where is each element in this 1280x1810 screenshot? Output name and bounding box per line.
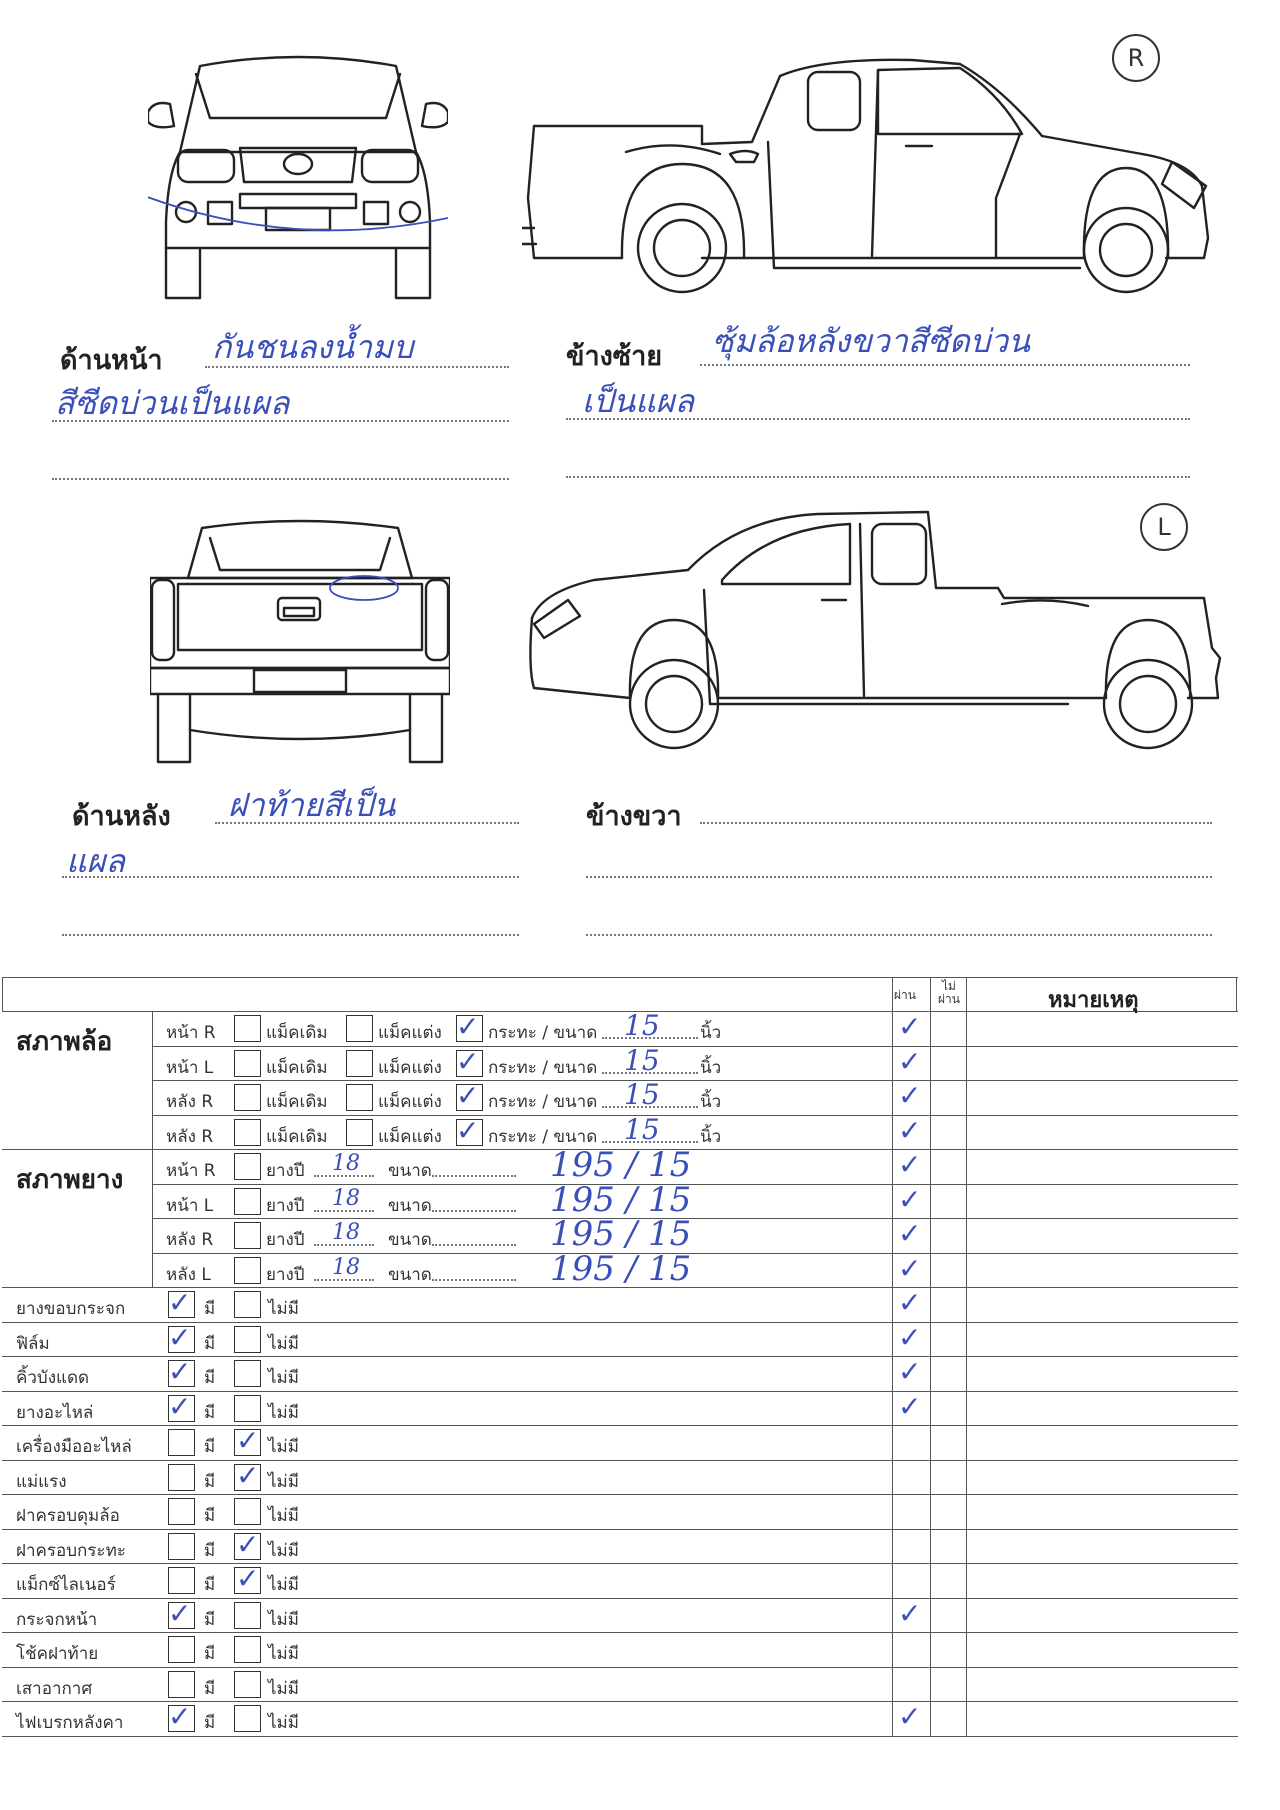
wheel-position: หน้า R xyxy=(166,1023,216,1043)
right-side-label: ข้างขวา xyxy=(586,801,682,832)
item-no-checkbox[interactable] xyxy=(234,1705,261,1732)
tire-checkbox[interactable] xyxy=(234,1153,261,1180)
wheel-unit-label: นิ้ว xyxy=(700,1126,722,1147)
tire-position: หลัง L xyxy=(166,1264,211,1285)
no-label: ไม่มี xyxy=(268,1713,299,1733)
pass-check-mark: ✓ xyxy=(898,1079,922,1112)
pass-check-mark: ✓ xyxy=(898,1251,922,1285)
steel-check-mark: ✓ xyxy=(456,1113,480,1147)
yes-label: มี xyxy=(204,1299,216,1319)
wheel-option-label: กระทะ / ขนาด xyxy=(488,1126,598,1147)
pass-check-mark: ✓ xyxy=(898,1320,922,1354)
no-label: ไม่มี xyxy=(268,1575,299,1595)
row-border xyxy=(152,1253,1238,1254)
pass-check-mark: ✓ xyxy=(898,1217,922,1250)
item-no-checkbox[interactable] xyxy=(234,1602,261,1629)
no-label: ไม่มี xyxy=(268,1333,299,1354)
wheel-option-label: แม็คแต่ง xyxy=(378,1057,442,1078)
item-name: กระจกหน้า xyxy=(16,1609,98,1630)
tire-size-value: 195 / 15 xyxy=(550,1214,692,1254)
wheel-original-mag-checkbox[interactable] xyxy=(234,1015,261,1042)
item-no-checkbox[interactable] xyxy=(234,1498,261,1525)
row-border xyxy=(2,1632,1238,1633)
tire-size-label: ขนาด xyxy=(388,1264,432,1285)
yes-check-mark: ✓ xyxy=(168,1286,192,1319)
pos-col-border xyxy=(152,1011,153,1287)
tire-size-label: ขนาด xyxy=(388,1195,432,1216)
item-no-checkbox[interactable] xyxy=(234,1636,261,1663)
yes-label: มี xyxy=(204,1402,216,1423)
wheel-option-label: กระทะ / ขนาด xyxy=(488,1092,598,1112)
yes-label: มี xyxy=(204,1333,216,1354)
table-right-border xyxy=(1236,977,1237,1011)
size-dotted-line xyxy=(432,1210,516,1212)
yes-label: มี xyxy=(204,1609,216,1630)
item-name: คิ้วบังแดด xyxy=(16,1368,90,1388)
wheel-option-label: แม็คแต่ง xyxy=(378,1092,442,1112)
wheel-original-mag-checkbox[interactable] xyxy=(234,1119,261,1146)
wheel-option-label: แม็คเดิม xyxy=(266,1092,328,1112)
right-line-2 xyxy=(586,876,1212,878)
tire-section-title: สภาพยาง xyxy=(16,1165,124,1195)
no-label: ไม่มี xyxy=(268,1506,299,1526)
yes-check-mark: ✓ xyxy=(168,1320,192,1354)
tire-year-value: 18 xyxy=(332,1185,360,1211)
item-no-checkbox[interactable] xyxy=(234,1671,261,1698)
marker-right: R xyxy=(1112,34,1160,82)
remark-col-border xyxy=(966,977,967,1736)
no-label: ไม่มี xyxy=(268,1437,299,1457)
rear-label: ด้านหลัง xyxy=(72,801,171,832)
tire-size-label: ขนาด xyxy=(388,1230,432,1250)
yes-label: มี xyxy=(204,1678,216,1699)
no-label: ไม่มี xyxy=(268,1368,299,1388)
wheel-custom-mag-checkbox[interactable] xyxy=(346,1015,373,1042)
yes-check-mark: ✓ xyxy=(168,1389,192,1423)
header-fail: ไม่ผ่าน xyxy=(938,979,960,1006)
wheel-unit-label: นิ้ว xyxy=(700,1057,722,1078)
item-name: ยางขอบกระจก xyxy=(16,1299,126,1319)
yes-label: มี xyxy=(204,1437,216,1457)
row-border xyxy=(2,1425,1238,1426)
wheel-option-label: แม็คเดิม xyxy=(266,1023,328,1043)
pass-col-border xyxy=(892,977,893,1736)
wheel-original-mag-checkbox[interactable] xyxy=(234,1084,261,1111)
tire-position: หน้า L xyxy=(166,1195,214,1216)
item-name: ยางอะไหล่ xyxy=(16,1402,94,1423)
inspection-table xyxy=(2,977,1238,1757)
tire-size-label: ขนาด xyxy=(388,1161,432,1181)
tire-year-label: ยางปี xyxy=(266,1161,305,1181)
no-label: ไม่มี xyxy=(268,1678,299,1699)
yes-label: มี xyxy=(204,1368,216,1388)
item-no-checkbox[interactable] xyxy=(234,1291,261,1318)
row-border xyxy=(152,1184,1238,1185)
wheel-size-value: 15 xyxy=(624,1112,660,1146)
tire-size-value: 195 / 15 xyxy=(550,1179,692,1220)
no-check-mark: ✓ xyxy=(236,1562,260,1595)
wheel-position: หลัง R xyxy=(166,1126,214,1147)
tire-year-label: ยางปี xyxy=(266,1264,305,1285)
steel-check-mark: ✓ xyxy=(456,1044,480,1078)
tire-position: หลัง R xyxy=(166,1230,214,1250)
wheel-position: หน้า L xyxy=(166,1057,214,1078)
rear-note-2: แผล xyxy=(66,842,125,880)
row-border xyxy=(2,1563,1238,1564)
wheel-option-label: แม็คแต่ง xyxy=(378,1126,442,1147)
wheel-original-mag-checkbox[interactable] xyxy=(234,1050,261,1077)
item-yes-checkbox[interactable] xyxy=(168,1533,195,1560)
item-name: ฝาครอบดุมล้อ xyxy=(16,1506,120,1526)
wheel-custom-mag-checkbox[interactable] xyxy=(346,1050,373,1077)
wheel-option-label: แม็คเดิม xyxy=(266,1126,328,1147)
item-no-checkbox[interactable] xyxy=(234,1395,261,1422)
wheel-section-title: สภาพล้อ xyxy=(16,1027,113,1057)
item-name: โช้คฝาท้าย xyxy=(16,1644,99,1664)
pass-check-mark: ✓ xyxy=(898,1355,922,1388)
left-side-view-drawing xyxy=(522,58,1210,300)
no-check-mark: ✓ xyxy=(236,1458,260,1492)
fail-col-border xyxy=(930,977,931,1736)
tire-year-label: ยางปี xyxy=(266,1230,305,1250)
item-yes-checkbox[interactable] xyxy=(168,1464,195,1491)
table-top-border xyxy=(2,977,1238,978)
item-no-checkbox[interactable] xyxy=(234,1326,261,1353)
rear-line-3 xyxy=(62,934,519,936)
pass-check-mark: ✓ xyxy=(898,1148,922,1181)
no-check-mark: ✓ xyxy=(236,1527,260,1561)
wheel-unit-label: นิ้ว xyxy=(700,1023,722,1043)
front-label: ด้านหน้า xyxy=(60,345,163,376)
row-border xyxy=(152,1218,1238,1219)
pass-check-mark: ✓ xyxy=(898,1113,922,1147)
table-left-border xyxy=(2,977,3,1011)
header-remark: หมายเหตุ xyxy=(1048,988,1139,1013)
row-border xyxy=(2,1460,1238,1461)
no-label: ไม่มี xyxy=(268,1299,299,1319)
item-name: แม่แรง xyxy=(16,1471,67,1492)
front-note-2: สีซีดบ่วนเป็นแผล xyxy=(55,384,290,422)
pass-check-mark: ✓ xyxy=(898,1700,922,1733)
size-dotted-line xyxy=(432,1279,516,1281)
header-pass: ผ่าน xyxy=(894,988,916,1002)
row-border xyxy=(2,1494,1238,1495)
no-check-mark: ✓ xyxy=(236,1424,260,1457)
tire-size-value: 195 / 15 xyxy=(550,1248,692,1289)
pass-check-mark: ✓ xyxy=(898,1044,922,1078)
size-dotted-line xyxy=(432,1244,516,1246)
yes-check-mark: ✓ xyxy=(168,1355,192,1388)
yes-check-mark: ✓ xyxy=(168,1596,192,1630)
row-border xyxy=(2,1736,1238,1737)
wheel-position: หลัง R xyxy=(166,1092,214,1112)
tire-checkbox[interactable] xyxy=(234,1257,261,1284)
tire-checkbox[interactable] xyxy=(234,1222,261,1249)
yes-label: มี xyxy=(204,1506,216,1526)
marker-left: L xyxy=(1140,503,1188,551)
wheel-option-label: แม็คแต่ง xyxy=(378,1023,442,1043)
wheel-size-value: 15 xyxy=(624,1043,660,1077)
item-no-checkbox[interactable] xyxy=(234,1360,261,1387)
yes-check-mark: ✓ xyxy=(168,1700,192,1733)
item-yes-checkbox[interactable] xyxy=(168,1429,195,1456)
rear-note-1: ฝาท้ายสีเป็น xyxy=(228,786,396,824)
tire-year-value: 18 xyxy=(332,1220,360,1245)
wheel-unit-label: นิ้ว xyxy=(700,1092,722,1112)
rear-line-2 xyxy=(62,876,519,878)
no-label: ไม่มี xyxy=(268,1644,299,1664)
item-yes-checkbox[interactable] xyxy=(168,1567,195,1594)
steel-check-mark: ✓ xyxy=(456,1010,480,1043)
yes-label: มี xyxy=(204,1471,216,1492)
tire-position: หน้า R xyxy=(166,1161,216,1181)
row-border xyxy=(2,1529,1238,1530)
no-label: ไม่มี xyxy=(268,1609,299,1630)
steel-check-mark: ✓ xyxy=(456,1079,480,1112)
left-note-1: ซุ้มล้อหลังขวาสีซีดบ่วน xyxy=(712,322,1030,360)
pass-check-mark: ✓ xyxy=(898,1286,922,1319)
wheel-custom-mag-checkbox[interactable] xyxy=(346,1084,373,1111)
front-line-3 xyxy=(52,478,509,480)
left-note-2: เป็นแผล xyxy=(582,382,695,420)
wheel-size-value: 15 xyxy=(624,1078,660,1111)
yes-label: มี xyxy=(204,1540,216,1561)
left-side-label: ข้างซ้าย xyxy=(566,341,663,372)
item-yes-checkbox[interactable] xyxy=(168,1671,195,1698)
tire-checkbox[interactable] xyxy=(234,1188,261,1215)
wheel-custom-mag-checkbox[interactable] xyxy=(346,1119,373,1146)
front-note-1: กันชนลงน้ำมบ xyxy=(212,328,414,366)
front-view-drawing xyxy=(148,52,448,300)
item-yes-checkbox[interactable] xyxy=(168,1498,195,1525)
no-label: ไม่มี xyxy=(268,1471,299,1492)
no-label: ไม่มี xyxy=(268,1540,299,1561)
yes-label: มี xyxy=(204,1644,216,1664)
tire-year-value: 18 xyxy=(332,1151,360,1176)
wheel-option-label: กระทะ / ขนาด xyxy=(488,1057,598,1078)
pass-check-mark: ✓ xyxy=(898,1182,922,1216)
right-line-1 xyxy=(700,822,1212,824)
rear-view-drawing xyxy=(150,518,450,766)
right-side-view-drawing xyxy=(528,508,1228,758)
item-yes-checkbox[interactable] xyxy=(168,1636,195,1663)
item-name: เสาอากาศ xyxy=(16,1678,93,1699)
wheel-option-label: แม็คเดิม xyxy=(266,1057,328,1078)
pass-check-mark: ✓ xyxy=(898,1010,922,1043)
wheel-option-label: กระทะ / ขนาด xyxy=(488,1023,598,1043)
pass-check-mark: ✓ xyxy=(898,1389,922,1423)
item-name: เครื่องมืออะไหล่ xyxy=(16,1437,132,1457)
tire-year-value: 18 xyxy=(332,1254,360,1280)
yes-label: มี xyxy=(204,1575,216,1595)
item-name: ฝาครอบกระทะ xyxy=(16,1540,126,1561)
tire-size-value: 195 / 15 xyxy=(550,1145,692,1185)
item-name: ไฟเบรกหลังคา xyxy=(16,1713,124,1733)
tire-year-label: ยางปี xyxy=(266,1195,305,1216)
item-name: แม็กซ์ไลเนอร์ xyxy=(16,1575,116,1595)
right-line-3 xyxy=(586,934,1212,936)
row-border xyxy=(2,1667,1238,1668)
size-dotted-line xyxy=(432,1175,516,1177)
left-line-3 xyxy=(566,476,1190,478)
no-label: ไม่มี xyxy=(268,1402,299,1423)
pass-check-mark: ✓ xyxy=(898,1596,922,1630)
yes-label: มี xyxy=(204,1713,216,1733)
wheel-size-value: 15 xyxy=(624,1009,660,1042)
item-name: ฟิล์ม xyxy=(16,1333,50,1354)
